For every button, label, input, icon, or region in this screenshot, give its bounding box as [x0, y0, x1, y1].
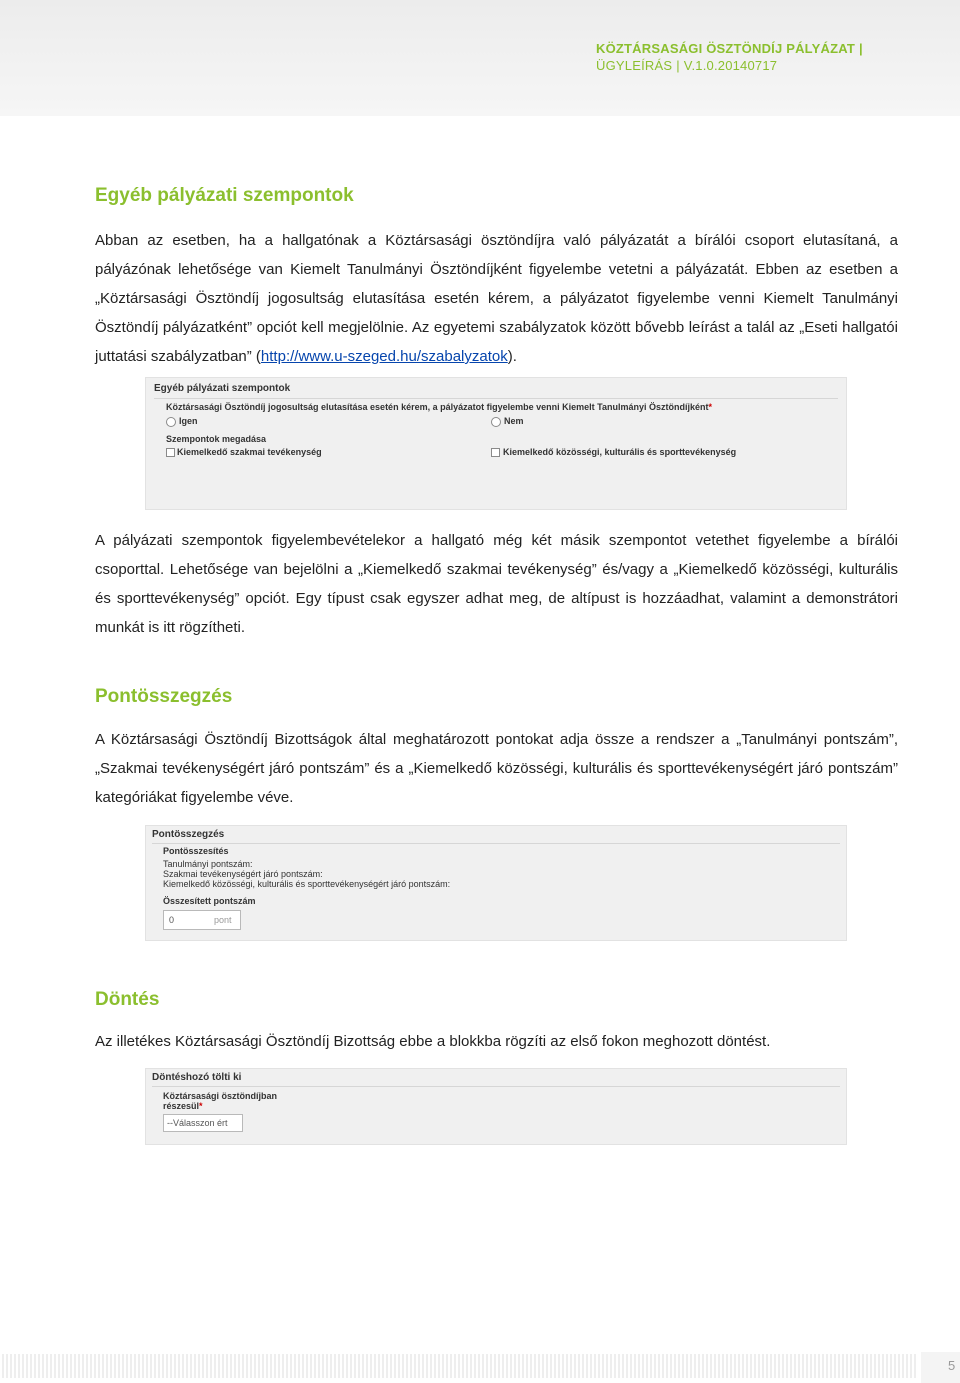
footer-stripe — [0, 1354, 918, 1378]
total-value: 0 — [169, 915, 175, 925]
dontes-label-line2-text: részesül — [163, 1101, 200, 1111]
section2-paragraph: A Köztársasági Ösztöndíj Bizottságok által meghatározott pontokat adja össze a rendszer a „Tanulmányi pontszám”, „Szakmai tevékenységért járó pontszám” és a „Kiemelkedő közösségi, kulturális és sporttevékenységért járó pontszám” kategóriákat figyelembe véve. — [95, 731, 898, 806]
checkbox-kozossegi[interactable] — [491, 448, 500, 457]
radio-igen-label: Igen — [179, 416, 198, 426]
panel1-divider — [154, 398, 838, 399]
total-unit: pont — [214, 915, 232, 925]
szakmai-pontszam-label: Szakmai tevékenységért járó pontszám: — [163, 869, 323, 879]
radio-nem[interactable] — [491, 417, 501, 427]
pontosszegzes-screenshot — [145, 825, 847, 941]
tanulmanyi-pontszam-label: Tanulmányi pontszám: — [163, 859, 253, 869]
panel1-question — [166, 402, 712, 412]
dontes-label-line1: Köztársasági ösztöndíjban — [163, 1091, 278, 1101]
dontes-label-line2 — [163, 1101, 203, 1111]
panel2-subtitle: Pontösszesítés — [163, 846, 229, 856]
page-number: 5 — [948, 1358, 956, 1373]
dontes-select-value: --Válasszon ért — [167, 1118, 228, 1128]
header-separator-2: | — [676, 58, 680, 73]
section-heading-egyeb: Egyéb pályázati szempontok — [95, 185, 354, 206]
checkbox-szakmai-label: Kiemelkedő szakmai tevékenység — [177, 447, 322, 457]
panel1-title: Egyéb pályázati szempontok — [154, 383, 291, 394]
szabalyzatok-link[interactable]: http://www.u-szeged.hu/szabalyzatok — [260, 348, 508, 365]
panel2-divider — [152, 843, 840, 844]
section-heading-pontosszegzes: Pontösszegzés — [95, 686, 233, 707]
section-heading-dontes: Döntés — [95, 989, 160, 1010]
header-version: V.1.0.20140717 — [683, 58, 778, 73]
section1-paragraph1-text: Abban az esetben, ha a hallgatónak a Köztársasági ösztöndíjra való pályázatát a bírálói csoport elutasítaná, a pályázónak lehetősége van Kiemelt Tanulmányi Ösztöndíjként figyelembe vetetni a pályázatát. Ebben az esetben a „Köztársasági Ösztöndíj jogosultság elutasítása esetén kérem, a pályázatot figyelembe venni Kiemelt Tanulmányi Ösztöndíj pályázatként” opciót kell megjelölnie. Az egyetemi szabályzatok között bővebb leírást a talál az „Eseti hallgatói juttatási szabályzatban” ( — [95, 232, 898, 365]
section1-paragraph1-end: ). — [507, 348, 517, 365]
section1-paragraph2: A pályázati szempontok figyelembevételekor a hallgató még két másik szempontot vetethet figyelembe a bírálói csoporttal. Lehetősége van bejelölni a „Kiemelkedő szakmai tevékenység” és/vagy a „Kiemelkedő közösségi, kulturális és sporttevékenység” opciót. Egy típust csak egyszer adhat meg, de altípust is hozzáadhat, valamint a demonstrátori munkát is itt rögzítheti. — [95, 532, 898, 636]
panel3-divider — [152, 1086, 840, 1087]
criteria-label: Szempontok megadása — [166, 434, 267, 444]
dontes-screenshot — [145, 1068, 847, 1145]
section3-paragraph: Az illetékes Köztársasági Ösztöndíj Bizottság ebbe a blokkba rögzíti az első fokon meghozott döntést. — [95, 1033, 771, 1050]
header-separator: | — [859, 41, 863, 56]
section1-paragraph1 — [95, 226, 898, 371]
checkbox-kozossegi-label: Kiemelkedő közösségi, kulturális és sporttevékenység — [503, 447, 737, 457]
panel2-title: Pontösszegzés — [152, 829, 225, 840]
kozossegi-pontszam-label: Kiemelkedő közösségi, kulturális és sporttevékenységért járó pontszám: — [163, 879, 451, 889]
document-header — [596, 40, 867, 74]
osszesitett-pontszam-label: Összesített pontszám — [163, 896, 256, 906]
header-title: KÖZTÁRSASÁGI ÖSZTÖNDÍJ PÁLYÁZAT — [596, 41, 855, 56]
required-mark: * — [708, 402, 712, 412]
radio-nem-label: Nem — [504, 416, 524, 426]
checkbox-szakmai[interactable] — [166, 448, 175, 457]
dontes-select[interactable] — [163, 1114, 243, 1132]
osszesitett-pontszam-field[interactable] — [163, 910, 241, 930]
egyeb-szempontok-screenshot — [145, 377, 847, 510]
required-mark-2: * — [199, 1101, 203, 1111]
radio-igen[interactable] — [166, 417, 176, 427]
panel1-question-text: Köztársasági Ösztöndíj jogosultság elutasítása esetén kérem, a pályázatot figyelembe venni Kiemelt Tanulmányi Ösztöndíjként — [166, 402, 709, 412]
header-doc-type: ÜGYLEÍRÁS — [596, 58, 673, 73]
panel3-title: Döntéshozó tölti ki — [152, 1072, 242, 1083]
